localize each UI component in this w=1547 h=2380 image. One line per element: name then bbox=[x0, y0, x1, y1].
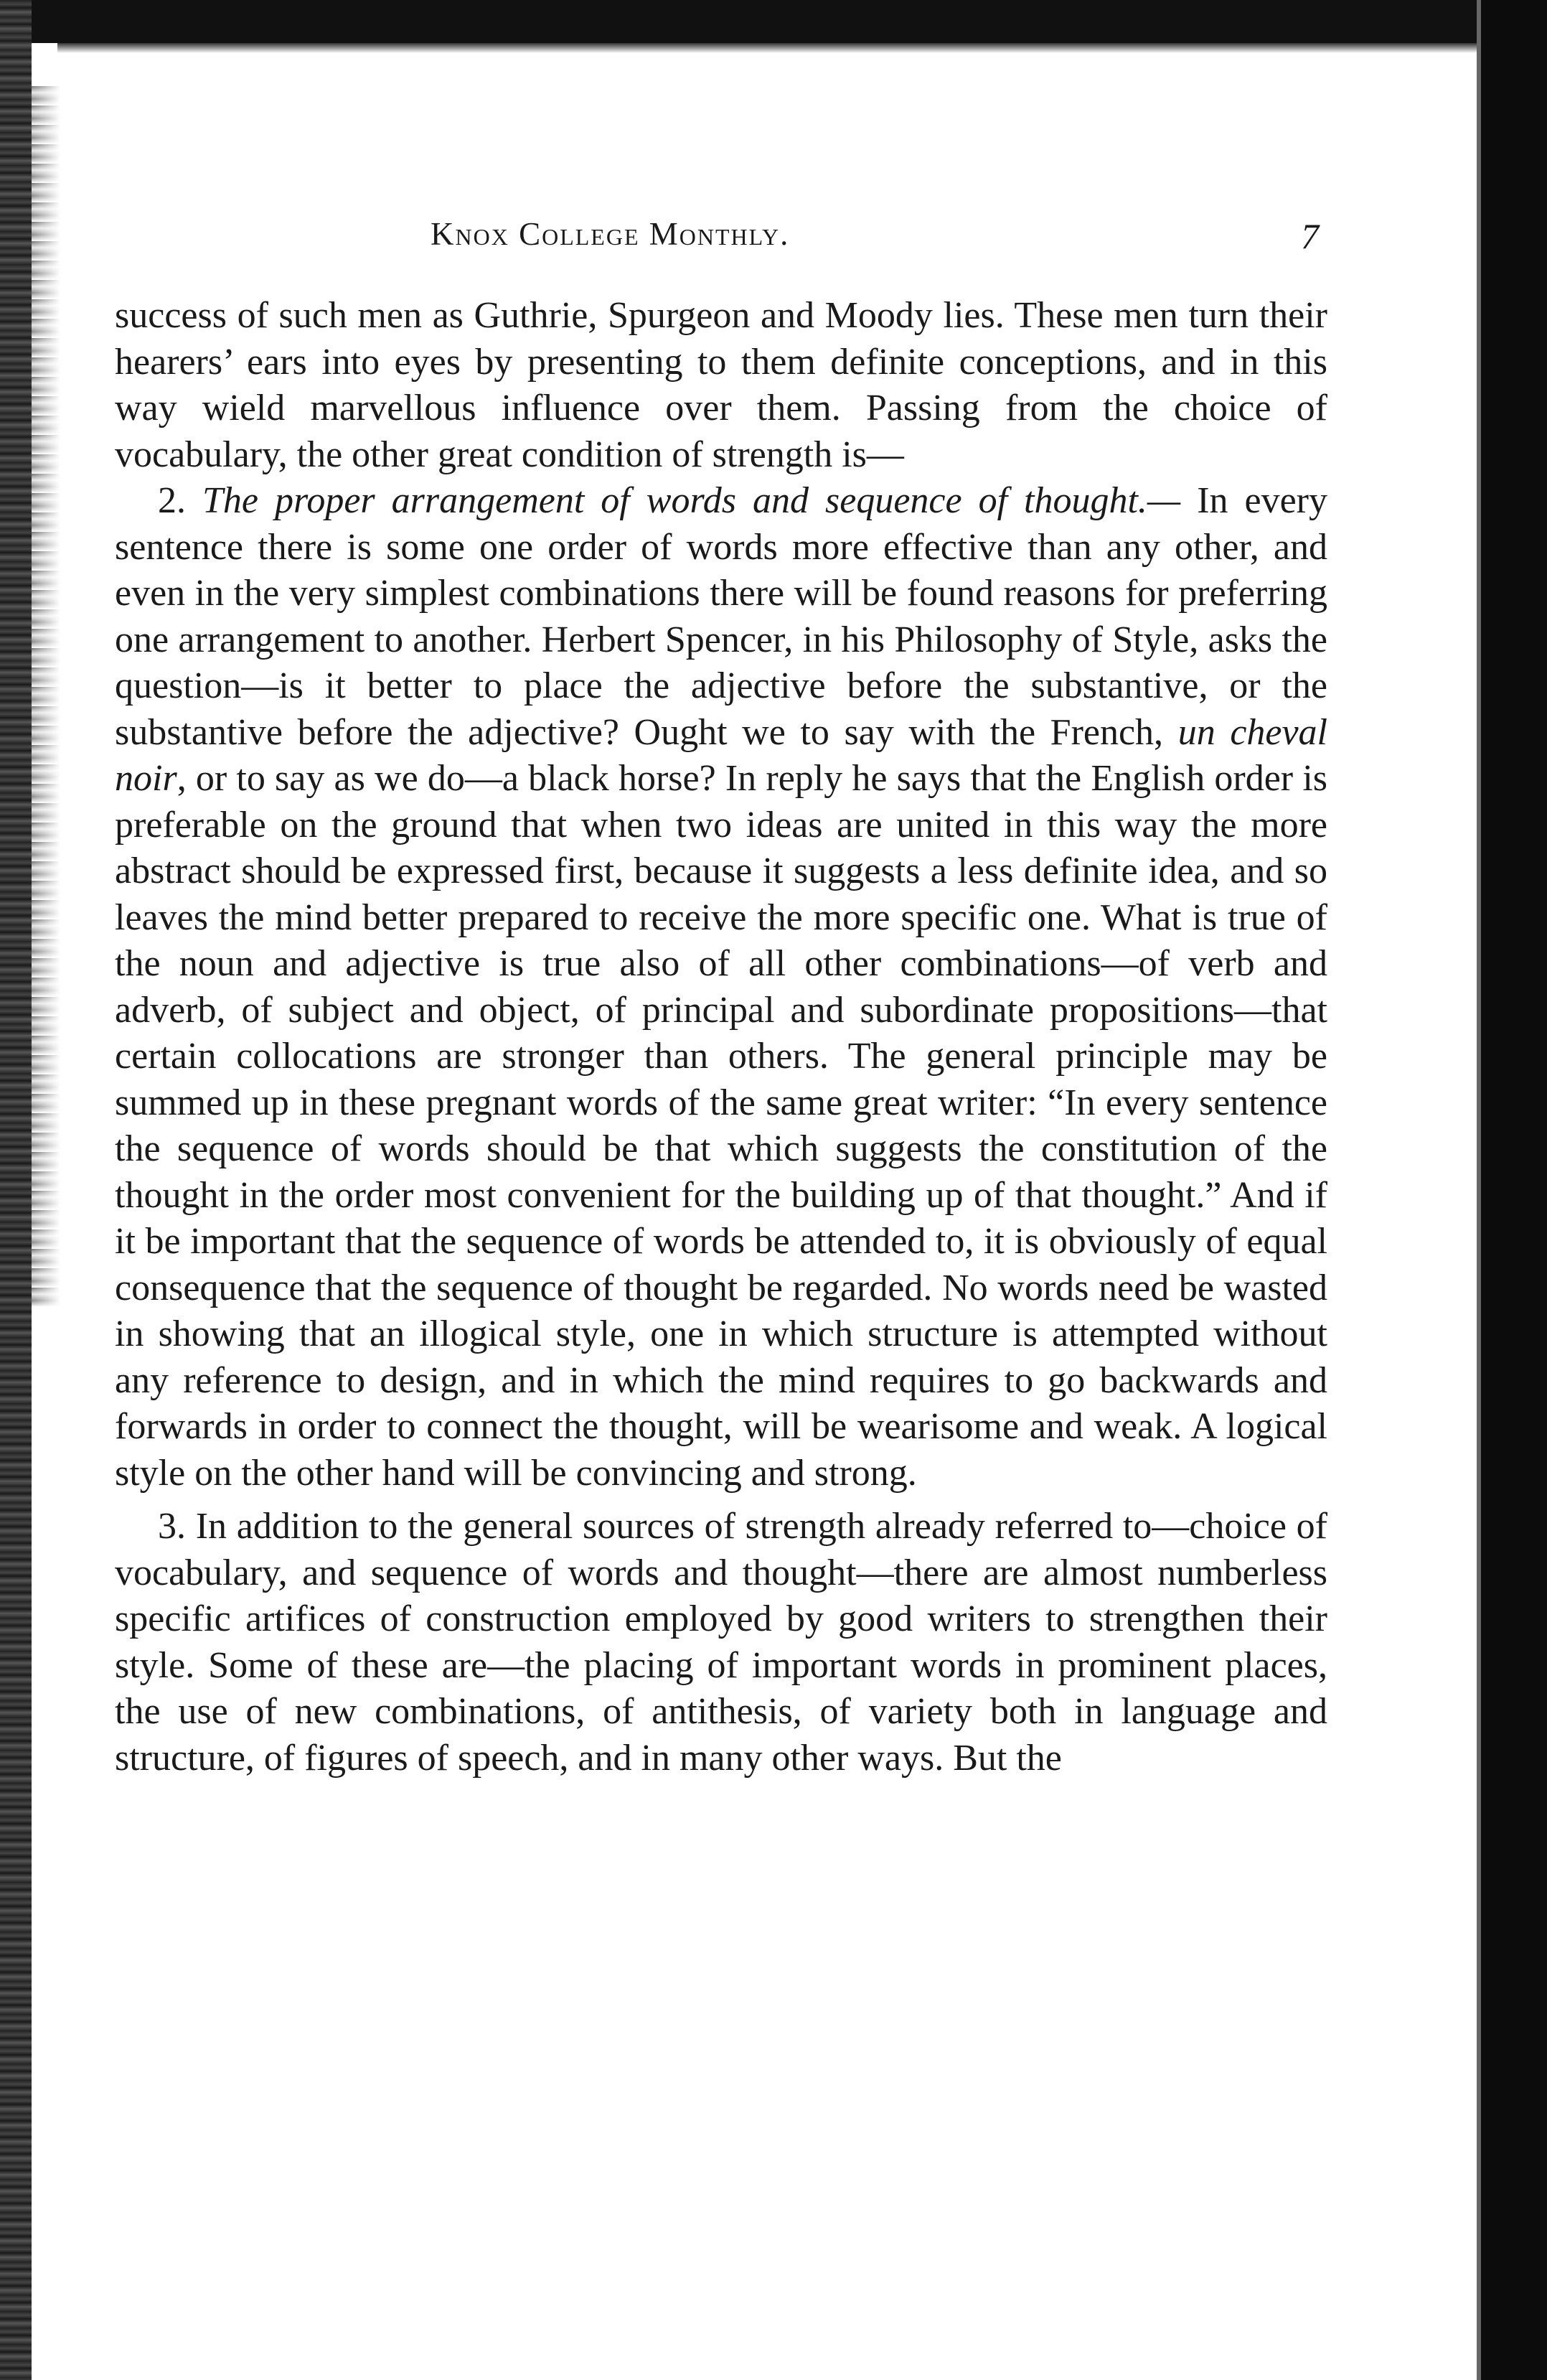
section-text-a: In every sentence there is some one order of words more effective than any other, and even in the very simplest combinations there will be found reasons for preferring one arrangement to another. Herbert Spencer, in his Philosophy of Style, asks the question—is it better to place the adjective before the substantive, or the substantive before the adjective? Ought we to say with the French, bbox=[115, 480, 1327, 753]
section-number: 2. bbox=[158, 480, 186, 521]
body-text bbox=[115, 293, 1327, 1781]
running-head bbox=[115, 215, 1327, 273]
french-phrase: un cheval noir bbox=[115, 711, 1327, 799]
scan-right-border bbox=[1481, 0, 1547, 2380]
paragraph-section-2 bbox=[115, 478, 1327, 1496]
paragraph-section-3: 3. In addition to the general sources of strength already referred to—choice of vocabulary, and sequence of words and thought—there are almost numberless specific artifices of construction employed by good writers to strengthen their style. Some of these are—the placing of important words in prominent places, the use of new combinations, of antithesis, of variety both in language and structure, of figures of speech, and in many other ways. But the bbox=[115, 1506, 1327, 1779]
scan-left-edge-shadow bbox=[32, 86, 60, 1306]
scan-top-border bbox=[0, 0, 1514, 43]
running-title: Knox College Monthly. bbox=[431, 216, 790, 252]
paragraph-continuation: success of such men as Guthrie, Spurgeon and Moody lies. These men turn their hearers’ ears into eyes by presenting to them definite conceptions, and in this way wield marvellous influence over them. Passing from the choice of vocabulary, the other great condition of strength is— bbox=[115, 295, 1327, 475]
page bbox=[115, 215, 1327, 1781]
page-number: 7 bbox=[1301, 216, 1320, 256]
section-heading: The proper arrangement of words and sequence of thought.— bbox=[202, 480, 1181, 521]
scan-left-border bbox=[0, 0, 32, 2380]
section-text-b: , or to say as we do—a black horse? In reply he says that the English order is preferable on the ground that when two ideas are united in this way the more abstract should be expressed first, because it suggests a less definite idea, and so leaves the mind better prepared to receive the more specific one. What is true of the noun and adjective is true also of all other combinations—of verb and adverb, of subject and object, of principal and subordinate propositions—that certain collocations are stronger than others. The general principle may be summed up in these pregnant words of the same great writer: “In every sentence the sequence of words should be that which suggests the constitution of the thought in the order most convenient for the building up of that thought.” And if it be important that the sequence of words be attended to, it is obviously of equal consequence that the sequence of thought be regarded. No words need be wasted in showing that an illogical style, one in which structure is attempted without any reference to design, and in which the mind requires to go backwards and forwards in order to connect the thought, will be wearisome and weak. A logical style on the other hand will be convincing and strong. bbox=[115, 758, 1327, 1494]
